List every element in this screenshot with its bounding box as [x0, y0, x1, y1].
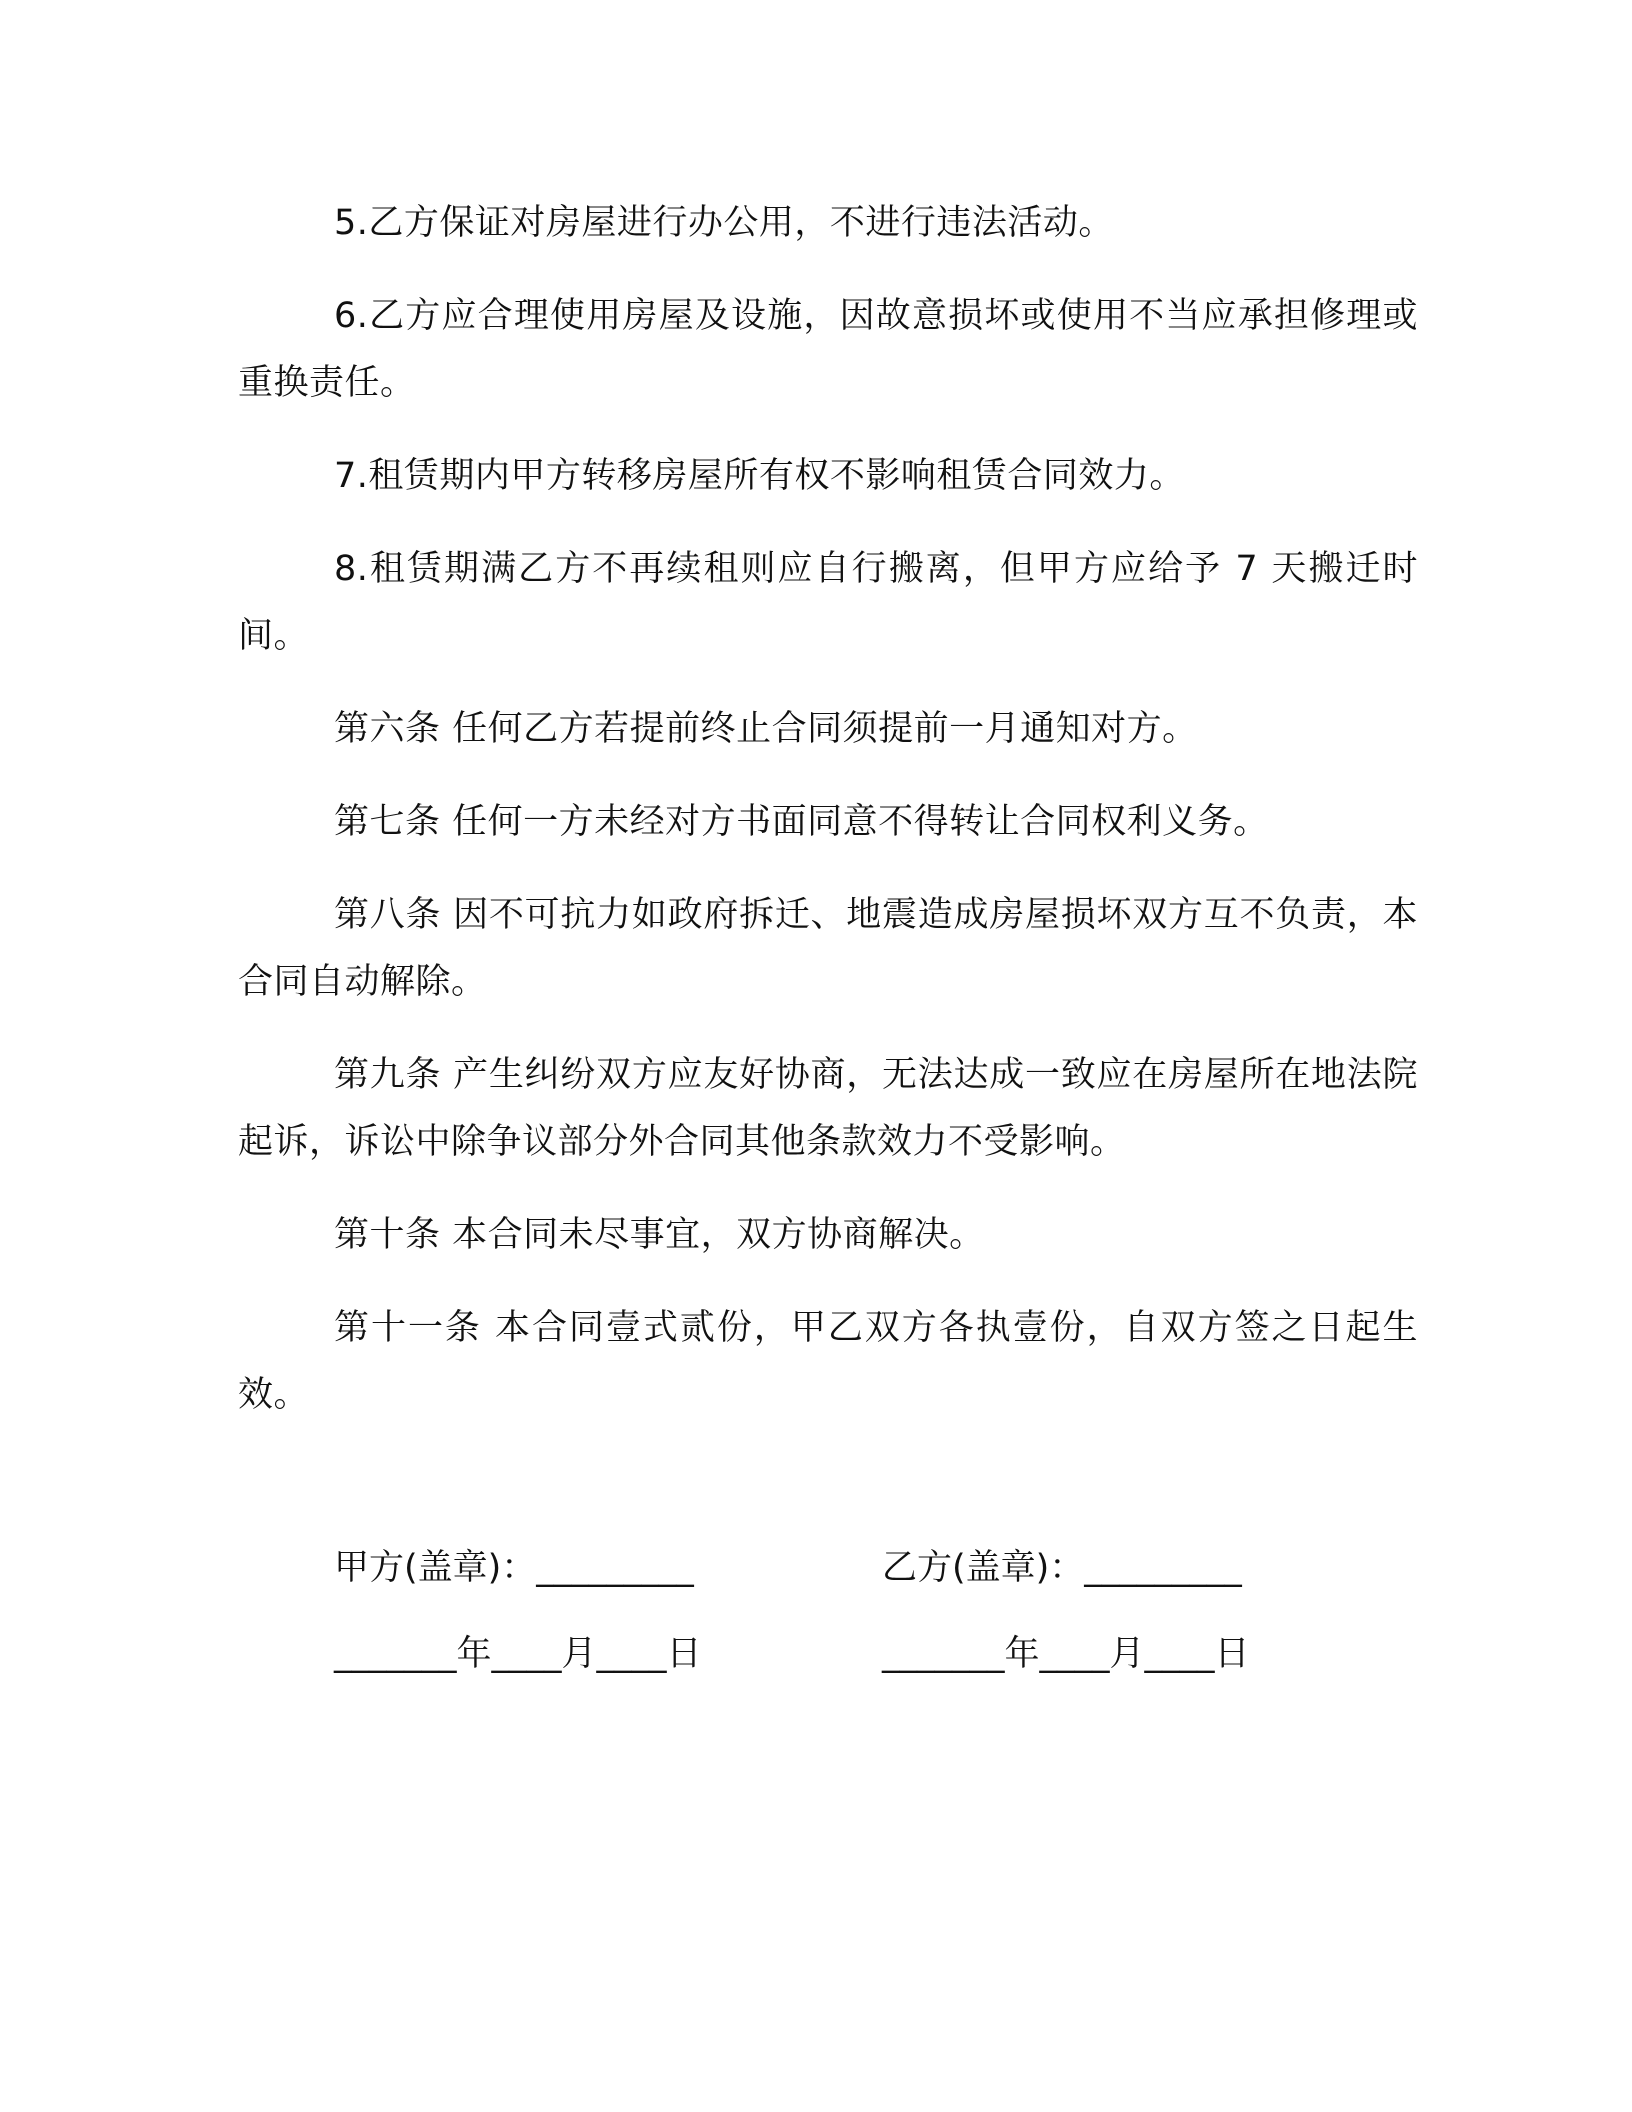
clause-paragraph: 第六条 任何乙方若提前终止合同须提前一月通知对方。: [334, 709, 1198, 749]
clause-paragraph: 8.租赁期满乙方不再续租则应自行搬离，但甲方应给予 7 天搬迁时间。: [238, 549, 1418, 656]
clause-paragraph: 7.租赁期内甲方转移房屋所有权不影响租赁合同效力。: [334, 456, 1185, 496]
clause-paragraph: 6.乙方应合理使用房屋及设施，因故意损坏或使用不当应承担修理或重换责任。: [238, 296, 1418, 403]
signature-block: [334, 1540, 1334, 1712]
party-b-seal-line: 乙方(盖章)：_________: [882, 1548, 1242, 1588]
clause-paragraph: 第十一条 本合同壹式贰份，甲乙双方各执壹份，自双方签之日起生效。: [238, 1308, 1418, 1415]
clause-paragraph: 第九条 产生纠纷双方应友好协商，无法达成一致应在房屋所在地法院起诉，诉讼中除争议部分外合同其他条款效力不受影响。: [238, 1055, 1418, 1162]
clause-paragraph: 5.乙方保证对房屋进行办公用，不进行违法活动。: [334, 203, 1114, 243]
party-a-seal-line: 甲方(盖章)：_________: [334, 1548, 694, 1588]
date-row: [334, 1626, 1334, 1712]
contract-body: [238, 190, 1418, 1455]
clause-paragraph: 第七条 任何一方未经对方书面同意不得转让合同权利义务。: [334, 802, 1269, 842]
party-a-date-line: _______年____月____日: [334, 1634, 702, 1674]
clause-paragraph: 第八条 因不可抗力如政府拆迁、地震造成房屋损坏双方互不负责，本合同自动解除。: [238, 895, 1418, 1002]
clause-paragraph: 第十条 本合同未尽事宜，双方协商解决。: [334, 1215, 985, 1255]
party-b-date-line: _______年____月____日: [882, 1634, 1250, 1674]
seal-row: [334, 1540, 1334, 1626]
